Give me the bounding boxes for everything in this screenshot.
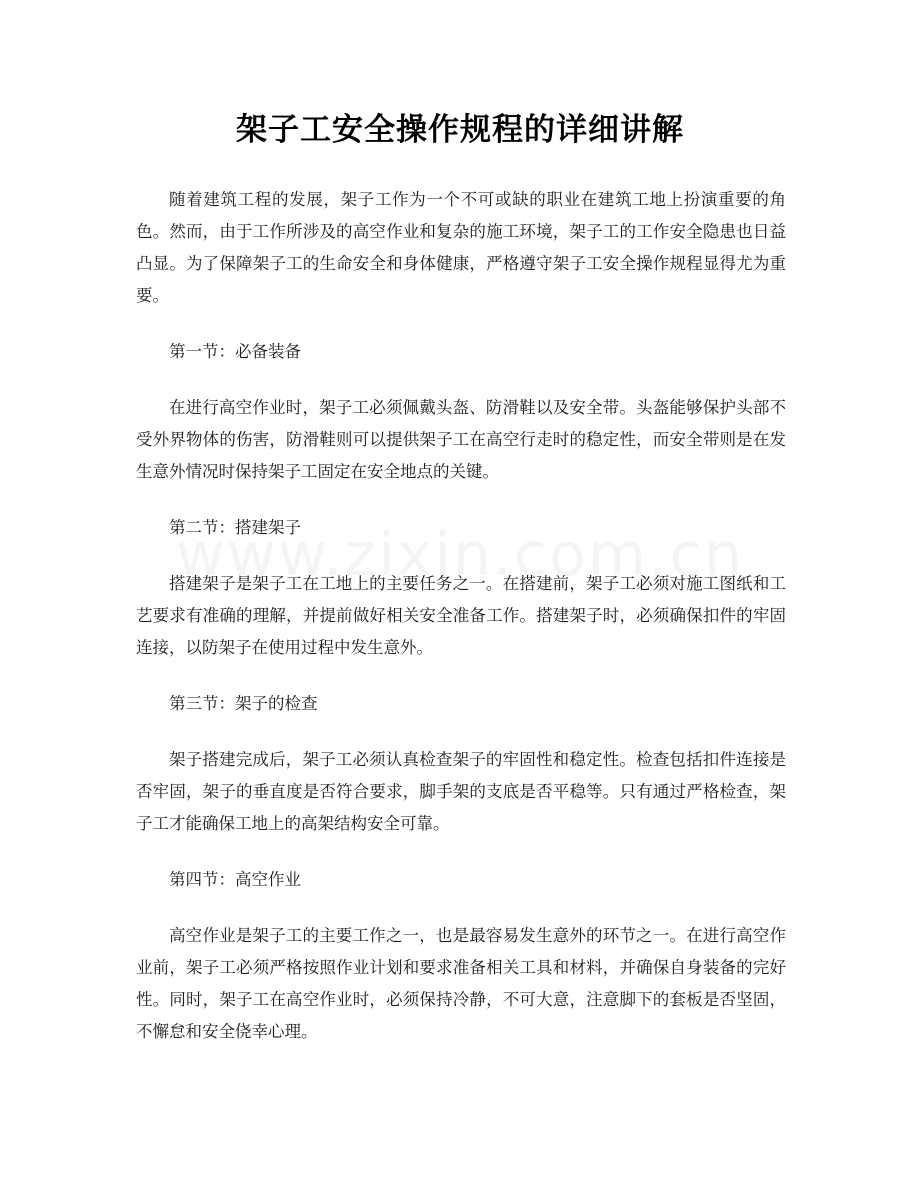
section-paragraph-3: 架子搭建完成后，架子工必须认真检查架子的牢固性和稳定性。检查包括扣件连接是否牢固，架子的垂直度是否符合要求，脚手架的支底是否平稳等。只有通过严格检查，架子工才能确保工地上的高架结构安全可靠。 xyxy=(136,750,786,833)
section-heading-1: 第一节：必备装备 xyxy=(169,342,301,361)
section-paragraph-2: 搭建架子是架子工在工地上的主要任务之一。在搭建前，架子工必须对施工图纸和工艺要求有准确的理解，并提前做好相关安全准备工作。搭建架子时，必须确保扣件的牢固连接，以防架子在使用过程中发生意外。 xyxy=(136,574,786,657)
section-heading-4: 第四节：高空作业 xyxy=(169,870,301,889)
page-title: 架子工安全操作规程的详细讲解 xyxy=(236,112,684,148)
document-body xyxy=(136,184,786,1072)
section-paragraph-4: 高空作业是架子工的主要工作之一，也是最容易发生意外的环节之一。在进行高空作业前，架子工必须严格按照作业计划和要求准备相关工具和材料，并确保自身装备的完好性。同时，架子工在高空作业时，必须保持冷静，不可大意，注意脚下的套板是否坚固，不懈怠和安全侥幸心理。 xyxy=(136,926,786,1041)
section-heading-3: 第三节：架子的检查 xyxy=(169,694,318,713)
section-heading-2: 第二节：搭建架子 xyxy=(169,518,301,537)
intro-paragraph: 随着建筑工程的发展，架子工作为一个不可或缺的职业在建筑工地上扮演重要的角色。然而，由于工作所涉及的高空作业和复杂的施工环境，架子工的工作安全隐患也日益凸显。为了保障架子工的生命安全和身体健康，严格遵守架子工安全操作规程显得尤为重要。 xyxy=(136,190,786,305)
section-paragraph-1: 在进行高空作业时，架子工必须佩戴头盔、防滑鞋以及安全带。头盔能够保护头部不受外界物体的伤害，防滑鞋则可以提供架子工在高空行走时的稳定性，而安全带则是在发生意外情况时保持架子工固定在安全地点的关键。 xyxy=(136,398,786,481)
